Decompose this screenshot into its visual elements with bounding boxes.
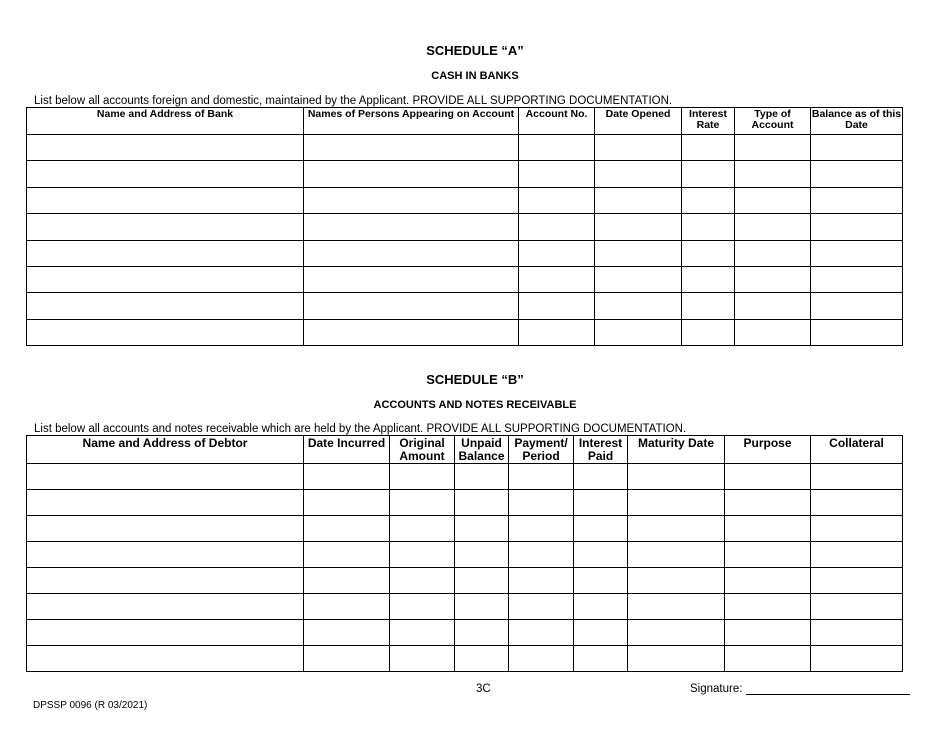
schedule-b-table-cell[interactable] [574, 516, 628, 542]
schedule-b-table-cell[interactable] [811, 464, 903, 490]
schedule-a-table-cell[interactable] [811, 240, 903, 266]
schedule-a-table-cell[interactable] [811, 214, 903, 240]
schedule-a-table-cell[interactable] [519, 266, 595, 292]
schedule-b-body [27, 464, 903, 672]
schedule-a-table-cell[interactable] [27, 161, 304, 187]
schedule-b-table-cell[interactable] [304, 646, 390, 672]
column-header-date-opened: Date Opened [595, 108, 682, 135]
schedule-b-table-cell[interactable] [304, 542, 390, 568]
schedule-a-table-cell[interactable] [27, 187, 304, 213]
schedule-b-table-cell[interactable] [27, 490, 304, 516]
schedule-b-table-cell[interactable] [811, 516, 903, 542]
schedule-a-body [27, 135, 903, 346]
schedule-b-table-cell[interactable] [27, 516, 304, 542]
schedule-b-table-cell[interactable] [455, 516, 509, 542]
schedule-b-table-cell[interactable] [725, 646, 811, 672]
schedule-a-table-cell[interactable] [811, 319, 903, 345]
schedule-a-table-cell[interactable] [811, 187, 903, 213]
column-header-collateral: Collateral [811, 436, 903, 464]
schedule-b-table-cell[interactable] [27, 620, 304, 646]
schedule-a-table-cell[interactable] [519, 240, 595, 266]
schedule-b-table-cell[interactable] [574, 646, 628, 672]
schedule-b-table [26, 435, 903, 672]
schedule-b-table-cell[interactable] [574, 620, 628, 646]
schedule-b-table-cell[interactable] [574, 490, 628, 516]
schedule-a-table-cell[interactable] [304, 187, 519, 213]
schedule-a-table-cell[interactable] [682, 187, 735, 213]
schedule-a-table-cell[interactable] [519, 187, 595, 213]
schedule-b-table-cell[interactable] [390, 464, 455, 490]
schedule-b-table-cell[interactable] [628, 646, 725, 672]
schedule-b-table-cell[interactable] [390, 620, 455, 646]
schedule-b-table-cell[interactable] [725, 594, 811, 620]
schedule-a-table-cell[interactable] [595, 187, 682, 213]
schedule-a-table-cell[interactable] [519, 161, 595, 187]
schedule-a-table-cell[interactable] [27, 135, 304, 161]
schedule-b-instruction: List below all accounts and notes receivable which are held by the Applicant. PROVIDE ALL SUPPORTING DOCUMENTATION. [34, 423, 687, 435]
schedule-a-table-cell[interactable] [595, 135, 682, 161]
schedule-b-table-cell[interactable] [27, 464, 304, 490]
schedule-a-table-cell[interactable] [735, 240, 811, 266]
schedule-b-table-cell[interactable] [811, 620, 903, 646]
schedule-b-table-cell[interactable] [455, 620, 509, 646]
schedule-a-table-cell[interactable] [519, 135, 595, 161]
schedule-a-table-cell[interactable] [27, 240, 304, 266]
schedule-b-table-cell[interactable] [27, 542, 304, 568]
schedule-a-table-row [27, 240, 903, 266]
schedule-b-table-cell[interactable] [811, 490, 903, 516]
schedule-b-table-cell[interactable] [304, 568, 390, 594]
schedule-a-table-cell[interactable] [595, 161, 682, 187]
schedule-a-table-cell[interactable] [682, 266, 735, 292]
schedule-b-table-cell[interactable] [725, 516, 811, 542]
schedule-b-table-cell[interactable] [811, 646, 903, 672]
schedule-b-table-cell[interactable] [811, 568, 903, 594]
column-header-interest-rate: Interest Rate [682, 108, 735, 135]
schedule-a-table [26, 107, 903, 346]
schedule-a-table-cell[interactable] [27, 214, 304, 240]
schedule-a-header-row [27, 108, 903, 135]
schedule-a-table-cell[interactable] [735, 266, 811, 292]
schedule-a-table-row [27, 293, 903, 319]
schedule-b-table-cell[interactable] [509, 568, 574, 594]
schedule-a-table-row [27, 214, 903, 240]
schedule-a-table-cell[interactable] [519, 319, 595, 345]
schedule-b-table-cell[interactable] [304, 516, 390, 542]
schedule-b-table-cell[interactable] [811, 542, 903, 568]
column-header-debtor-name: Name and Address of Debtor [27, 436, 304, 464]
schedule-a-table-row [27, 135, 903, 161]
schedule-b-table-row [27, 568, 903, 594]
schedule-a-table-cell[interactable] [682, 214, 735, 240]
schedule-a-instruction: List below all accounts foreign and domestic, maintained by the Applicant. PROVIDE ALL SUPPORTING DOCUMENTATION. [34, 95, 673, 107]
schedule-b-subtitle: ACCOUNTS AND NOTES RECEIVABLE [373, 399, 577, 411]
schedule-a-table-cell[interactable] [304, 240, 519, 266]
schedule-b-table-cell[interactable] [390, 646, 455, 672]
schedule-a-table-cell[interactable] [304, 266, 519, 292]
schedule-b-table-cell[interactable] [509, 464, 574, 490]
column-header-date-incurred: Date Incurred [304, 436, 390, 464]
schedule-b-table-row [27, 542, 903, 568]
schedule-a-table-cell[interactable] [595, 240, 682, 266]
schedule-b-table-cell[interactable] [27, 568, 304, 594]
schedule-b-title: SCHEDULE “B” [426, 372, 524, 387]
column-header-unpaid-balance: Unpaid Balance [455, 436, 509, 464]
schedule-b-table-cell[interactable] [628, 594, 725, 620]
schedule-b-table-cell[interactable] [628, 620, 725, 646]
schedule-b-table-cell[interactable] [574, 594, 628, 620]
schedule-a-table-cell[interactable] [27, 319, 304, 345]
form-id: DPSSP 0096 (R 03/2021) [33, 700, 148, 711]
schedule-b-table-cell[interactable] [574, 464, 628, 490]
schedule-a-table-row [27, 319, 903, 345]
schedule-a-table-cell[interactable] [682, 319, 735, 345]
schedule-a-table-cell[interactable] [811, 266, 903, 292]
schedule-b-table-cell[interactable] [725, 568, 811, 594]
schedule-a-table-cell[interactable] [811, 293, 903, 319]
column-header-maturity-date: Maturity Date [628, 436, 725, 464]
schedule-b-table-cell[interactable] [628, 464, 725, 490]
schedule-b-table-cell[interactable] [628, 516, 725, 542]
schedule-a-table-cell[interactable] [304, 319, 519, 345]
schedule-b-table-cell[interactable] [628, 490, 725, 516]
schedule-a-table-cell[interactable] [27, 266, 304, 292]
schedule-b-table-cell[interactable] [390, 490, 455, 516]
column-header-persons-on-account: Names of Persons Appearing on Account [304, 108, 519, 135]
schedule-b-table-cell[interactable] [304, 464, 390, 490]
schedule-a-table-cell[interactable] [519, 293, 595, 319]
schedule-b-table-cell[interactable] [628, 542, 725, 568]
schedule-a-table-row [27, 266, 903, 292]
schedule-a-table-cell[interactable] [811, 135, 903, 161]
schedule-b-table-row [27, 490, 903, 516]
schedule-b-table-cell[interactable] [725, 542, 811, 568]
schedule-b-table-cell[interactable] [304, 620, 390, 646]
schedule-b-table-cell[interactable] [509, 516, 574, 542]
schedule-b-table-cell[interactable] [27, 646, 304, 672]
schedule-b-table-row [27, 516, 903, 542]
column-header-original-amount: Original Amount [390, 436, 455, 464]
schedule-a-table-cell[interactable] [682, 135, 735, 161]
schedule-a-table-cell[interactable] [682, 240, 735, 266]
schedule-b-table-cell[interactable] [455, 542, 509, 568]
schedule-a-table-cell[interactable] [735, 135, 811, 161]
schedule-b-header-row [27, 436, 903, 464]
schedule-a-table-cell[interactable] [735, 161, 811, 187]
schedule-a-table-cell[interactable] [595, 266, 682, 292]
schedule-a-table-cell[interactable] [304, 293, 519, 319]
column-header-account-no: Account No. [519, 108, 595, 135]
schedule-b-table-cell[interactable] [574, 542, 628, 568]
schedule-b-table-cell[interactable] [390, 542, 455, 568]
schedule-a-table-cell[interactable] [304, 135, 519, 161]
schedule-b-table-cell[interactable] [390, 594, 455, 620]
schedule-b-table-cell[interactable] [455, 594, 509, 620]
signature-label: Signature: [690, 683, 743, 695]
schedule-a-table-cell[interactable] [27, 293, 304, 319]
schedule-a-table-cell[interactable] [595, 293, 682, 319]
schedule-b-table-cell[interactable] [455, 646, 509, 672]
schedule-a-table-cell[interactable] [735, 293, 811, 319]
schedule-b-table-cell[interactable] [509, 646, 574, 672]
schedule-b-table-cell[interactable] [455, 568, 509, 594]
schedule-a-title: SCHEDULE “A” [426, 43, 524, 58]
schedule-b-table-row [27, 646, 903, 672]
schedule-b-table-cell[interactable] [574, 568, 628, 594]
column-header-account-type: Type of Account [735, 108, 811, 135]
column-header-balance: Balance as of this Date [811, 108, 903, 135]
schedule-b-table-cell[interactable] [27, 594, 304, 620]
schedule-b-table-cell[interactable] [304, 490, 390, 516]
schedule-b-table-cell[interactable] [509, 620, 574, 646]
column-header-bank-name: Name and Address of Bank [27, 108, 304, 135]
signature-line[interactable] [746, 694, 910, 695]
schedule-a-subtitle: CASH IN BANKS [431, 70, 519, 82]
schedule-b-table-cell[interactable] [725, 464, 811, 490]
schedule-a-table-row [27, 187, 903, 213]
column-header-purpose: Purpose [725, 436, 811, 464]
schedule-a-table-cell[interactable] [519, 214, 595, 240]
schedule-b-table-row [27, 594, 903, 620]
schedule-b-table-cell[interactable] [455, 464, 509, 490]
schedule-b-table-row [27, 620, 903, 646]
schedule-a-table-cell[interactable] [595, 214, 682, 240]
schedule-a-table-cell[interactable] [682, 293, 735, 319]
schedule-a-table-cell[interactable] [304, 161, 519, 187]
schedule-b-table-cell[interactable] [509, 594, 574, 620]
schedule-b-table-cell[interactable] [304, 594, 390, 620]
schedule-a-table-cell[interactable] [595, 319, 682, 345]
schedule-b-table-cell[interactable] [390, 516, 455, 542]
schedule-a-table-cell[interactable] [811, 161, 903, 187]
schedule-a-table-row [27, 161, 903, 187]
schedule-b-table-cell[interactable] [509, 542, 574, 568]
schedule-a-table-cell[interactable] [735, 214, 811, 240]
schedule-b-table-cell[interactable] [390, 568, 455, 594]
column-header-payment-period: Payment/ Period [509, 436, 574, 464]
schedule-a-table-cell[interactable] [735, 319, 811, 345]
page-number: 3C [476, 683, 491, 695]
schedule-b-table-row [27, 464, 903, 490]
schedule-b-table-cell[interactable] [725, 620, 811, 646]
schedule-b-table-cell[interactable] [725, 490, 811, 516]
schedule-b-table-cell[interactable] [509, 490, 574, 516]
schedule-a-table-cell[interactable] [304, 214, 519, 240]
schedule-b-table-cell[interactable] [455, 490, 509, 516]
column-header-interest-paid: Interest Paid [574, 436, 628, 464]
schedule-a-table-cell[interactable] [735, 187, 811, 213]
schedule-a-table-cell[interactable] [682, 161, 735, 187]
schedule-b-table-cell[interactable] [811, 594, 903, 620]
schedule-b-table-cell[interactable] [628, 568, 725, 594]
